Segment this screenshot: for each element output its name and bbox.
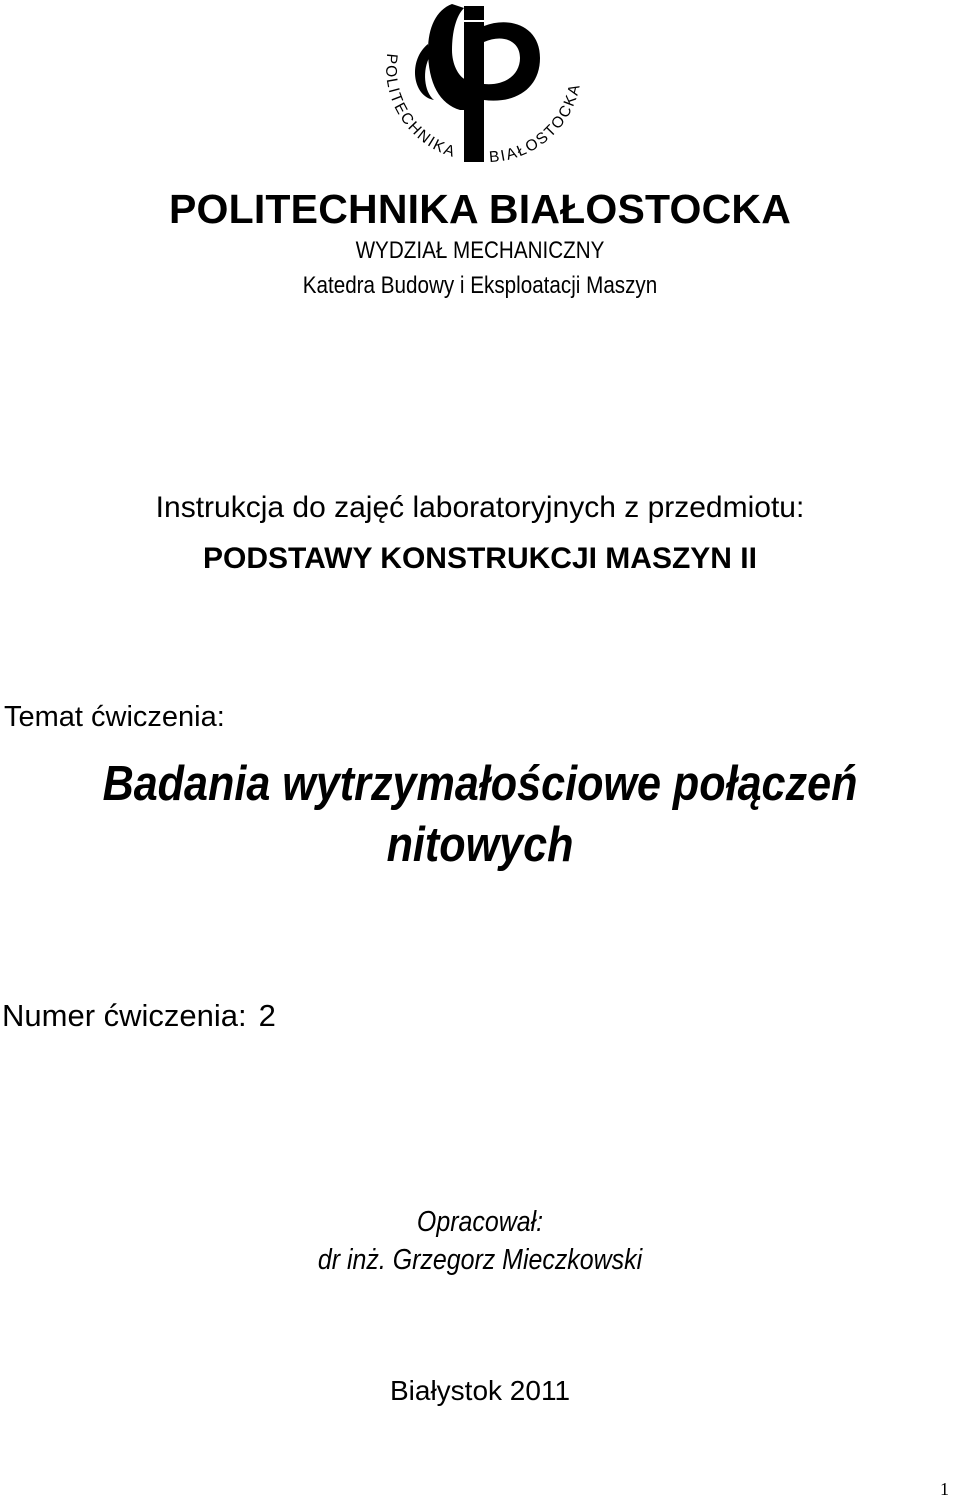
- university-name: POLITECHNIKA BIAŁOSTOCKA: [168, 186, 792, 232]
- exercise-number-label: Numer ćwiczenia:: [2, 998, 247, 1033]
- exercise-number-value: 2: [258, 998, 276, 1033]
- exercise-number-line: [2, 998, 276, 1034]
- author-name: dr inż. Grzegorz Mieczkowski: [317, 1244, 643, 1276]
- logo-ring-text-left: POLITECHNIKA: [381, 52, 459, 162]
- topic-label: Temat ćwiczenia:: [4, 701, 225, 733]
- faculty-name: WYDZIAŁ MECHANICZNY: [355, 237, 605, 264]
- topic-title-line-1: Badania wytrzymałościowe połączeń: [102, 757, 858, 811]
- city-year: Białystok 2011: [389, 1375, 571, 1406]
- logo-ring-text-right: BIAŁOSTOCKA: [488, 81, 585, 167]
- course-subject: PODSTAWY KONSTRUKCJI MASZYN II: [203, 542, 757, 575]
- instruction-intro: Instrukcja do zajęć laboratoryjnych z przedmiotu:: [155, 491, 805, 524]
- topic-title-line-2: nitowych: [386, 818, 574, 872]
- prepared-by-label: Opracował:: [416, 1206, 544, 1238]
- department-name: Katedra Budowy i Eksploatacji Maszyn: [302, 272, 658, 299]
- university-logo: [368, 0, 592, 172]
- page-number: 1: [940, 1479, 949, 1499]
- topic-title: [58, 754, 903, 876]
